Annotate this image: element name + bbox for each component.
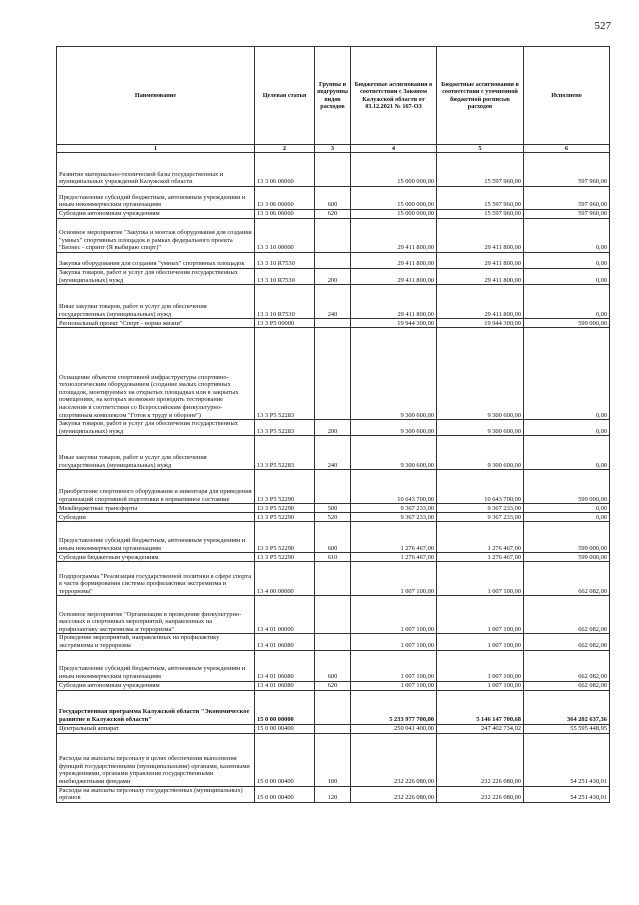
row-executed-amount: 0,00	[524, 328, 610, 420]
row-name: Закупка товаров, работ и услуг для обеспечения государственных (муниципальных) нужд	[57, 269, 255, 285]
row-expense-group: 620	[315, 681, 351, 690]
row-refined-amount: 29 411 800,00	[437, 285, 524, 319]
row-name: Субсидии	[57, 513, 255, 522]
header-target-article: Целевая статья	[255, 47, 315, 145]
row-refined-amount: 1 007 100,00	[437, 596, 524, 634]
row-target-article: 13 4 01 06080	[255, 681, 315, 690]
row-expense-group	[315, 690, 351, 724]
table-row	[57, 436, 610, 470]
row-executed-amount: 0,00	[524, 504, 610, 513]
row-executed-amount: 597 960,00	[524, 210, 610, 219]
table-row	[57, 724, 610, 733]
row-law-amount: 29 411 800,00	[351, 269, 437, 285]
row-refined-amount: 15 597 960,00	[437, 210, 524, 219]
row-target-article: 13 3 10 R7530	[255, 253, 315, 269]
column-number: 5	[437, 145, 524, 153]
row-name: Предоставление субсидий бюджетным, автономным учреждениям и иным некоммерческим организациям	[57, 187, 255, 210]
row-name: Иные закупки товаров, работ и услуг для обеспечения государственных (муниципальных) нужд	[57, 436, 255, 470]
row-refined-amount: 19 944 300,00	[437, 319, 524, 328]
table-row	[57, 513, 610, 522]
row-law-amount: 10 643 700,00	[351, 470, 437, 504]
row-executed-amount: 662 082,00	[524, 650, 610, 681]
row-target-article: 13 3 P5 52290	[255, 504, 315, 513]
row-name: Расходы на выплаты персоналу государственных (муниципальных) органов	[57, 786, 255, 802]
row-name: Оснащение объектов спортивной инфраструктуры спортивно-технологическим оборудованием (создание малых спортивных площадок, монтируемых на открытых площадках или в закрытых помещениях, на которых возможно проводить тестирование населения в соответствии со Всероссийским физкультурно-спортивным комплексом "Готов к труду и обороне")	[57, 328, 255, 420]
row-name: Закупка товаров, работ и услуг для обеспечения государственных (муниципальных) нужд	[57, 420, 255, 436]
row-expense-group	[315, 724, 351, 733]
row-refined-amount: 9 367 233,00	[437, 513, 524, 522]
row-executed-amount: 0,00	[524, 269, 610, 285]
row-expense-group: 610	[315, 553, 351, 562]
row-executed-amount: 0,00	[524, 420, 610, 436]
row-law-amount: 9 367 233,00	[351, 504, 437, 513]
row-executed-amount: 364 202 637,36	[524, 690, 610, 724]
row-executed-amount: 599 000,00	[524, 470, 610, 504]
row-name: Основное мероприятие "Организация и проведение физкультурно-массовых и спортивных мероприятий, направленных на профилактику экстремизма и терроризма"	[57, 596, 255, 634]
row-expense-group: 500	[315, 504, 351, 513]
row-expense-group: 240	[315, 436, 351, 470]
row-refined-amount: 9 300 600,00	[437, 328, 524, 420]
row-law-amount: 15 000 000,00	[351, 210, 437, 219]
table-row	[57, 470, 610, 504]
row-target-article: 13 3 P5 52283	[255, 328, 315, 420]
header-law-allocations: Бюджетные ассигнования в соответствии с Законом Калужской области от 03.12.2021 № 167-ОЗ	[351, 47, 437, 145]
column-number: 6	[524, 145, 610, 153]
row-target-article: 13 3 10 R7530	[255, 285, 315, 319]
row-executed-amount: 55 595 448,95	[524, 724, 610, 733]
row-executed-amount: 662 082,00	[524, 681, 610, 690]
row-name: Иные закупки товаров, работ и услуг для обеспечения государственных (муниципальных) нужд	[57, 285, 255, 319]
table-row	[57, 681, 610, 690]
row-law-amount: 15 000 000,00	[351, 187, 437, 210]
row-expense-group	[315, 470, 351, 504]
table-row	[57, 596, 610, 634]
row-expense-group: 100	[315, 733, 351, 786]
row-expense-group: 120	[315, 786, 351, 802]
row-target-article: 13 3 P5 52290	[255, 513, 315, 522]
row-executed-amount: 599 000,00	[524, 319, 610, 328]
table-row	[57, 786, 610, 802]
row-expense-group: 520	[315, 513, 351, 522]
row-name: Субсидии бюджетным учреждениям	[57, 553, 255, 562]
row-target-article: 13 3 10 R7530	[255, 269, 315, 285]
row-executed-amount: 0,00	[524, 436, 610, 470]
row-law-amount: 1 007 100,00	[351, 634, 437, 650]
row-refined-amount: 29 411 800,00	[437, 253, 524, 269]
table-row	[57, 219, 610, 253]
row-expense-group: 240	[315, 285, 351, 319]
page-number: 527	[594, 20, 611, 32]
row-target-article: 13 3 P5 52283	[255, 420, 315, 436]
row-refined-amount: 15 597 960,00	[437, 153, 524, 187]
row-law-amount: 29 411 800,00	[351, 253, 437, 269]
table-row	[57, 210, 610, 219]
column-number-row	[57, 145, 610, 153]
row-law-amount: 5 233 977 700,00	[351, 690, 437, 724]
row-target-article: 13 3 06 06060	[255, 153, 315, 187]
table-row	[57, 562, 610, 596]
row-law-amount: 1 007 100,00	[351, 681, 437, 690]
column-number: 4	[351, 145, 437, 153]
table-row	[57, 522, 610, 553]
row-executed-amount: 597 960,00	[524, 153, 610, 187]
column-number: 1	[57, 145, 255, 153]
row-target-article: 15 0 00 00400	[255, 733, 315, 786]
row-expense-group: 620	[315, 210, 351, 219]
row-executed-amount: 662 082,00	[524, 562, 610, 596]
row-executed-amount: 54 251 430,01	[524, 786, 610, 802]
row-executed-amount: 0,00	[524, 513, 610, 522]
table-row	[57, 253, 610, 269]
row-law-amount: 1 007 100,00	[351, 650, 437, 681]
row-target-article: 13 3 06 06060	[255, 210, 315, 219]
row-law-amount: 232 226 080,00	[351, 733, 437, 786]
row-target-article: 13 3 06 06060	[255, 187, 315, 210]
row-target-article: 13 4 00 00000	[255, 562, 315, 596]
row-refined-amount: 1 007 100,00	[437, 562, 524, 596]
table-row	[57, 634, 610, 650]
header-row	[57, 47, 610, 145]
row-law-amount: 250 041 400,00	[351, 724, 437, 733]
row-expense-group	[315, 634, 351, 650]
row-law-amount: 29 411 800,00	[351, 219, 437, 253]
row-expense-group	[315, 253, 351, 269]
row-refined-amount: 232 226 080,00	[437, 786, 524, 802]
row-target-article: 13 3 P5 52283	[255, 436, 315, 470]
row-refined-amount: 15 597 960,00	[437, 187, 524, 210]
row-law-amount: 1 007 100,00	[351, 562, 437, 596]
row-law-amount: 9 300 600,00	[351, 420, 437, 436]
row-executed-amount: 0,00	[524, 285, 610, 319]
row-target-article: 15 0 00 00400	[255, 786, 315, 802]
row-executed-amount: 662 082,00	[524, 596, 610, 634]
row-expense-group: 600	[315, 650, 351, 681]
row-refined-amount: 1 007 100,00	[437, 634, 524, 650]
table-row	[57, 328, 610, 420]
header-executed: Исполнено	[524, 47, 610, 145]
row-name: Региональный проект "Спорт - норма жизни"	[57, 319, 255, 328]
table-row	[57, 420, 610, 436]
row-name: Предоставление субсидий бюджетным, автономным учреждениям и иным некоммерческим организациям	[57, 522, 255, 553]
table-row	[57, 187, 610, 210]
row-refined-amount: 232 226 080,00	[437, 733, 524, 786]
row-name: Основное мероприятие "Закупка и монтаж оборудования для создания "умных" спортивных площадок в рамках федерального проекта "Бизнес - спринт (Я выбираю спорт)"	[57, 219, 255, 253]
row-name: Государственная программа Калужской области "Экономическое развитие в Калужской области"	[57, 690, 255, 724]
header-refined-allocations: Бюджетные ассигнования в соответствии с уточненной бюджетной росписью расходов	[437, 47, 524, 145]
table-row	[57, 733, 610, 786]
row-target-article: 13 3 10 00000	[255, 219, 315, 253]
row-target-article: 15 0 00 00000	[255, 690, 315, 724]
row-target-article: 13 4 01 06080	[255, 650, 315, 681]
row-name: Подпрограмма "Реализация государственной политики в сфере спорта в части формирования системы профилактики экстремизма и терроризма"	[57, 562, 255, 596]
row-refined-amount: 9 300 600,00	[437, 420, 524, 436]
row-name: Приобретение спортивного оборудования и инвентаря для приведения организаций спортивной подготовки в нормативное состояние	[57, 470, 255, 504]
header-name: Наименование	[57, 47, 255, 145]
table-row	[57, 269, 610, 285]
row-law-amount: 29 411 800,00	[351, 285, 437, 319]
table-row	[57, 553, 610, 562]
row-refined-amount: 5 146 147 700,68	[437, 690, 524, 724]
row-expense-group: 200	[315, 420, 351, 436]
row-target-article: 13 3 P5 52290	[255, 470, 315, 504]
row-law-amount: 1 276 467,00	[351, 553, 437, 562]
row-name: Межбюджетные трансферты	[57, 504, 255, 513]
row-executed-amount: 599 000,00	[524, 522, 610, 553]
row-expense-group	[315, 219, 351, 253]
row-target-article: 13 3 P5 52290	[255, 553, 315, 562]
table-row	[57, 285, 610, 319]
row-name: Расходы на выплаты персоналу в целях обеспечения выполнения функций государственными (муниципальными) органами, казенными учреждениями, органами управления государственными внебюджетными фондами	[57, 733, 255, 786]
column-number: 3	[315, 145, 351, 153]
row-expense-group	[315, 319, 351, 328]
row-name: Закупка оборудования для создания "умных" спортивных площадок	[57, 253, 255, 269]
row-executed-amount: 599 000,00	[524, 553, 610, 562]
row-refined-amount: 29 411 800,00	[437, 269, 524, 285]
row-refined-amount: 1 276 467,00	[437, 522, 524, 553]
row-refined-amount: 1 007 100,00	[437, 650, 524, 681]
table-row	[57, 650, 610, 681]
row-target-article: 15 0 00 00400	[255, 724, 315, 733]
row-target-article: 13 3 P5 00000	[255, 319, 315, 328]
row-law-amount: 9 367 233,00	[351, 513, 437, 522]
row-law-amount: 19 944 300,00	[351, 319, 437, 328]
row-expense-group	[315, 562, 351, 596]
row-target-article: 13 3 P5 52290	[255, 522, 315, 553]
row-refined-amount: 10 643 700,00	[437, 470, 524, 504]
row-expense-group: 600	[315, 187, 351, 210]
row-refined-amount: 9 300 600,00	[437, 436, 524, 470]
table-row	[57, 690, 610, 724]
row-target-article: 13 4 01 06080	[255, 634, 315, 650]
row-executed-amount: 0,00	[524, 219, 610, 253]
row-name: Предоставление субсидий бюджетным, автономным учреждениям и иным некоммерческим организациям	[57, 650, 255, 681]
row-target-article: 13 4 01 00000	[255, 596, 315, 634]
row-refined-amount: 1 276 467,00	[437, 553, 524, 562]
row-executed-amount: 662 082,00	[524, 634, 610, 650]
row-executed-amount: 54 251 430,01	[524, 733, 610, 786]
row-expense-group: 200	[315, 269, 351, 285]
row-expense-group	[315, 328, 351, 420]
row-name: Развитие материально-технической базы государственных и муниципальных учреждений Калужской области	[57, 153, 255, 187]
row-law-amount: 9 300 600,00	[351, 328, 437, 420]
row-law-amount: 9 300 600,00	[351, 436, 437, 470]
row-executed-amount: 597 960,00	[524, 187, 610, 210]
row-refined-amount: 29 411 800,00	[437, 219, 524, 253]
row-law-amount: 232 226 080,00	[351, 786, 437, 802]
row-law-amount: 15 000 000,00	[351, 153, 437, 187]
row-law-amount: 1 276 467,00	[351, 522, 437, 553]
row-name: Проведение мероприятий, направленных на профилактику экстремизма и терроризма	[57, 634, 255, 650]
row-refined-amount: 1 007 100,00	[437, 681, 524, 690]
row-law-amount: 1 007 100,00	[351, 596, 437, 634]
row-expense-group	[315, 596, 351, 634]
row-refined-amount: 247 402 734,02	[437, 724, 524, 733]
row-name: Субсидии автономным учреждениям	[57, 681, 255, 690]
table-row	[57, 153, 610, 187]
row-refined-amount: 9 367 233,00	[437, 504, 524, 513]
header-expense-groups: Группы и подгруппы видов расходов	[315, 47, 351, 145]
row-executed-amount: 0,00	[524, 253, 610, 269]
row-name: Центральный аппарат	[57, 724, 255, 733]
column-number: 2	[255, 145, 315, 153]
row-name: Субсидии автономным учреждениям	[57, 210, 255, 219]
row-expense-group: 600	[315, 522, 351, 553]
row-expense-group	[315, 153, 351, 187]
table-row	[57, 504, 610, 513]
budget-table	[56, 46, 610, 803]
table-row	[57, 319, 610, 328]
